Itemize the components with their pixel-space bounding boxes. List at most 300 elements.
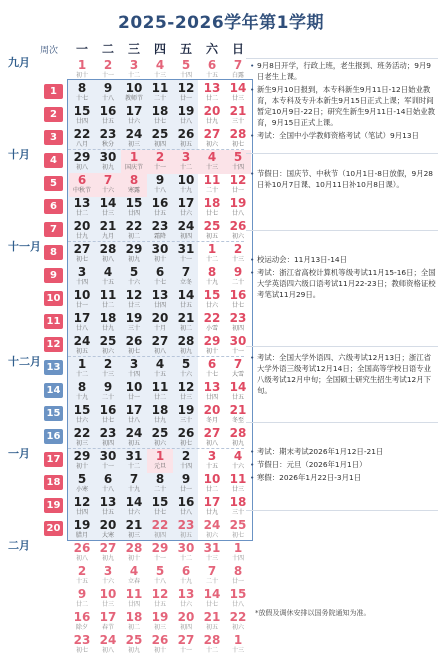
notes-divider (246, 346, 438, 347)
lunar-date: 中秋节 (72, 187, 91, 194)
day-number: 20 (151, 311, 169, 325)
day-cell (173, 334, 199, 358)
day-cell (225, 633, 251, 657)
week-number-badge: 5 (44, 176, 63, 191)
day-number: 10 (99, 587, 117, 601)
lunar-date: 廿一 (75, 302, 88, 309)
lunar-date: 初三 (127, 532, 140, 539)
lunar-date: 十四 (75, 279, 88, 286)
day-number: 9 (181, 472, 191, 486)
day-cell (121, 58, 147, 82)
day-number: 7 (207, 564, 217, 578)
day-cell (121, 150, 147, 174)
day-number: 30 (99, 449, 117, 463)
day-cell (95, 196, 121, 220)
day-number: 19 (177, 403, 195, 417)
day-cell (147, 104, 173, 128)
day-cell (225, 564, 251, 588)
day-number: 1 (129, 150, 139, 164)
day-number: 23 (151, 219, 169, 233)
week-row (0, 564, 442, 588)
note-item: • 9月8日开学，行政上班，老生报到、班务活动；9月9日老生上课。 (250, 60, 436, 82)
day-number: 5 (181, 58, 191, 72)
lunar-date: 二十 (153, 486, 166, 493)
day-cell (225, 610, 251, 634)
lunar-date: 廿一 (179, 95, 192, 102)
day-cell (95, 173, 121, 197)
lunar-date: 廿七 (205, 210, 218, 217)
day-cell (199, 426, 225, 450)
day-number: 11 (99, 288, 117, 302)
day-cell (95, 357, 121, 381)
month-separator (68, 540, 244, 541)
day-cell (69, 564, 95, 588)
day-number: 28 (203, 633, 221, 647)
week-row (0, 610, 442, 634)
day-number: 22 (229, 610, 247, 624)
day-number: 15 (203, 288, 221, 302)
day-cell (95, 449, 121, 473)
day-number: 14 (177, 288, 195, 302)
day-number: 12 (177, 380, 195, 394)
day-number: 23 (229, 311, 247, 325)
lunar-date: 初三 (153, 624, 166, 631)
day-cell (147, 449, 173, 473)
lunar-date: 廿四 (127, 601, 140, 608)
week-number-badge: 3 (44, 130, 63, 145)
lunar-date: 冬月 (205, 417, 218, 424)
day-number: 19 (177, 104, 195, 118)
day-cell (95, 380, 121, 404)
week-number-badge: 4 (44, 153, 63, 168)
day-cell (95, 334, 121, 358)
day-number: 18 (99, 311, 117, 325)
lunar-date: 初八 (101, 647, 114, 654)
week-number-badge: 10 (44, 291, 63, 306)
lunar-date: 廿七 (205, 601, 218, 608)
week-number-badge: 8 (44, 245, 63, 260)
day-cell (199, 173, 225, 197)
lunar-date: 十二 (205, 256, 218, 263)
lunar-date: 初四 (179, 624, 192, 631)
lunar-date: 十六 (101, 578, 114, 585)
day-cell (95, 610, 121, 634)
day-cell (173, 426, 199, 450)
day-number: 8 (77, 380, 87, 394)
day-number: 22 (203, 311, 221, 325)
day-number: 22 (73, 127, 91, 141)
lunar-date: 初七 (231, 532, 244, 539)
day-number: 16 (99, 104, 117, 118)
lunar-date: 廿七 (153, 118, 166, 125)
day-number: 23 (99, 426, 117, 440)
day-cell (199, 334, 225, 358)
day-number: 5 (155, 564, 165, 578)
day-cell (121, 288, 147, 312)
day-number: 15 (229, 587, 247, 601)
day-number: 4 (129, 564, 139, 578)
day-number: 10 (125, 81, 143, 95)
week-number-badge: 9 (44, 268, 63, 283)
day-cell (199, 242, 225, 266)
lunar-date: 十二 (127, 463, 140, 470)
day-cell (173, 472, 199, 496)
week-number-badge: 13 (44, 360, 63, 375)
day-number: 1 (77, 357, 87, 371)
month-label: 十月 (8, 148, 30, 161)
lunar-date: 初九 (127, 647, 140, 654)
day-number: 17 (177, 196, 195, 210)
lunar-date: 十月 (153, 325, 166, 332)
week-row (0, 541, 442, 565)
lunar-date: 十四 (127, 371, 140, 378)
lunar-date: 教师节 (124, 95, 143, 102)
day-number: 18 (151, 104, 169, 118)
day-cell (95, 472, 121, 496)
day-cell (147, 334, 173, 358)
day-cell (121, 564, 147, 588)
day-number: 27 (203, 426, 221, 440)
day-number: 6 (207, 58, 217, 72)
day-number: 10 (177, 173, 195, 187)
month-label: 十二月 (8, 355, 41, 368)
lunar-date: 霜降 (153, 233, 166, 240)
lunar-date: 廿五 (101, 509, 114, 516)
day-number: 25 (151, 127, 169, 141)
lunar-date: 初四 (153, 141, 166, 148)
day-cell (173, 196, 199, 220)
day-cell (199, 219, 225, 243)
day-cell (173, 127, 199, 151)
lunar-date: 大雪 (231, 371, 244, 378)
month-separator (68, 356, 244, 357)
day-number: 12 (73, 495, 91, 509)
day-number: 17 (125, 403, 143, 417)
day-cell (173, 311, 199, 335)
day-number: 3 (77, 265, 87, 279)
day-cell (69, 311, 95, 335)
day-cell (147, 196, 173, 220)
month-label: 二月 (8, 539, 30, 552)
lunar-date: 初四 (231, 325, 244, 332)
day-cell (95, 127, 121, 151)
day-cell (199, 495, 225, 519)
lunar-date: 初四 (101, 440, 114, 447)
day-number: 3 (129, 58, 139, 72)
day-cell (69, 610, 95, 634)
day-cell (225, 196, 251, 220)
day-cell (147, 633, 173, 657)
lunar-date: 十三 (205, 555, 218, 562)
day-number: 1 (233, 633, 243, 647)
day-number: 9 (103, 81, 113, 95)
day-cell (69, 403, 95, 427)
lunar-date: 十九 (205, 279, 218, 286)
day-number: 5 (181, 357, 191, 371)
day-number: 14 (125, 495, 143, 509)
week-number-badge: 14 (44, 383, 63, 398)
day-number: 8 (77, 81, 87, 95)
lunar-date: 十二 (179, 555, 192, 562)
lunar-date: 二十 (205, 187, 218, 194)
month-label: 一月 (8, 447, 30, 460)
lunar-date: 十三 (153, 72, 166, 79)
day-cell (121, 334, 147, 358)
day-cell (147, 173, 173, 197)
day-cell (173, 288, 199, 312)
day-cell (173, 564, 199, 588)
lunar-date: 十二 (75, 371, 88, 378)
day-cell (147, 219, 173, 243)
day-cell (173, 403, 199, 427)
day-cell (147, 242, 173, 266)
day-cell (225, 127, 251, 151)
lunar-date: 初五 (179, 141, 192, 148)
day-cell (199, 81, 225, 105)
day-number: 17 (125, 104, 143, 118)
day-number: 22 (73, 426, 91, 440)
lunar-date: 小寒 (75, 486, 88, 493)
day-number: 21 (125, 518, 143, 532)
day-cell (147, 380, 173, 404)
day-number: 5 (77, 472, 87, 486)
day-number: 20 (177, 610, 195, 624)
day-number: 31 (125, 449, 143, 463)
day-cell (69, 380, 95, 404)
notes-october (250, 168, 436, 192)
day-cell (121, 633, 147, 657)
day-number: 15 (73, 403, 91, 417)
lunar-date: 十一 (153, 555, 166, 562)
day-number: 13 (73, 196, 91, 210)
week-number-badge: 11 (44, 314, 63, 329)
day-number: 18 (203, 196, 221, 210)
notes-divider (246, 422, 438, 423)
day-number: 6 (103, 472, 113, 486)
day-number: 27 (203, 127, 221, 141)
lunar-date: 廿六 (179, 210, 192, 217)
lunar-date: 初六 (153, 440, 166, 447)
day-cell (147, 495, 173, 519)
day-number: 11 (151, 81, 169, 95)
lunar-date: 初十 (75, 463, 88, 470)
lunar-date: 八月 (75, 141, 88, 148)
day-cell (225, 587, 251, 611)
lunar-date: 初八 (75, 164, 88, 171)
lunar-date: 十一 (179, 647, 192, 654)
lunar-date: 初六 (231, 624, 244, 631)
day-cell (225, 541, 251, 565)
day-number: 18 (151, 403, 169, 417)
day-cell (95, 311, 121, 335)
week-row (0, 196, 442, 220)
day-number: 28 (177, 334, 195, 348)
day-cell (69, 357, 95, 381)
day-number: 24 (177, 219, 195, 233)
lunar-date: 初八 (153, 348, 166, 355)
lunar-date: 初九 (127, 256, 140, 263)
day-number: 30 (151, 242, 169, 256)
day-cell (121, 81, 147, 105)
day-cell (173, 541, 199, 565)
lunar-date: 廿二 (101, 302, 114, 309)
lunar-date: 廿八 (231, 601, 244, 608)
lunar-date: 十二 (127, 72, 140, 79)
day-cell (147, 81, 173, 105)
lunar-date: 十九 (75, 394, 88, 401)
lunar-date: 立春 (127, 578, 140, 585)
day-cell (173, 104, 199, 128)
day-cell (95, 81, 121, 105)
lunar-date: 初九 (101, 555, 114, 562)
day-cell (173, 633, 199, 657)
lunar-date: 十二 (205, 647, 218, 654)
day-cell (95, 564, 121, 588)
lunar-date: 初七 (75, 647, 88, 654)
day-number: 13 (203, 380, 221, 394)
day-number: 7 (233, 58, 243, 72)
day-cell (173, 58, 199, 82)
day-number: 13 (151, 288, 169, 302)
day-cell (95, 633, 121, 657)
lunar-date: 初五 (75, 348, 88, 355)
day-number: 25 (203, 219, 221, 233)
day-number: 17 (203, 495, 221, 509)
lunar-date: 初二 (127, 233, 140, 240)
day-number: 13 (177, 587, 195, 601)
week-number-badge: 19 (44, 498, 63, 513)
day-number: 9 (233, 265, 243, 279)
lunar-date: 廿四 (153, 302, 166, 309)
day-cell (69, 587, 95, 611)
lunar-date: 十三 (205, 164, 218, 171)
lunar-date: 立冬 (179, 279, 192, 286)
lunar-date: 十一 (101, 72, 114, 79)
lunar-date: 廿四 (75, 118, 88, 125)
day-number: 2 (103, 357, 113, 371)
day-number: 24 (99, 633, 117, 647)
day-cell (147, 150, 173, 174)
day-cell (147, 357, 173, 381)
day-number: 6 (181, 564, 191, 578)
day-cell (173, 449, 199, 473)
day-cell (147, 472, 173, 496)
day-number: 24 (203, 518, 221, 532)
week-row (0, 219, 442, 243)
lunar-date: 初五 (179, 532, 192, 539)
day-number: 7 (181, 265, 191, 279)
month-label: 九月 (8, 56, 30, 69)
lunar-date: 廿三 (101, 601, 114, 608)
day-number: 10 (73, 288, 91, 302)
week-row (0, 518, 442, 542)
day-number: 28 (229, 426, 247, 440)
day-cell (121, 472, 147, 496)
month-label: 十一月 (8, 240, 41, 253)
day-cell (225, 81, 251, 105)
day-number: 28 (229, 127, 247, 141)
weekday-fri: 五 (179, 42, 192, 56)
day-number: 30 (99, 150, 117, 164)
weekday-sun: 日 (231, 42, 244, 56)
day-number: 8 (207, 265, 217, 279)
day-number: 21 (177, 311, 195, 325)
day-number: 21 (229, 403, 247, 417)
lunar-date: 十四 (179, 72, 192, 79)
day-number: 20 (73, 219, 91, 233)
lunar-date: 二十 (231, 279, 244, 286)
day-cell (121, 104, 147, 128)
lunar-date: 廿六 (127, 118, 140, 125)
day-number: 6 (207, 357, 217, 371)
week-number-badge: 16 (44, 429, 63, 444)
day-cell (225, 104, 251, 128)
day-cell (69, 334, 95, 358)
week-row (0, 495, 442, 519)
day-cell (121, 587, 147, 611)
day-cell (147, 541, 173, 565)
day-number: 13 (99, 495, 117, 509)
lunar-date: 廿五 (101, 118, 114, 125)
day-number: 11 (125, 587, 143, 601)
day-cell (121, 380, 147, 404)
lunar-date: 十五 (153, 371, 166, 378)
day-cell (225, 219, 251, 243)
day-cell (199, 403, 225, 427)
lunar-date: 十四 (231, 164, 244, 171)
lunar-date: 初七 (231, 141, 244, 148)
lunar-date: 初六 (101, 348, 114, 355)
lunar-date: 廿一 (231, 578, 244, 585)
week-number-header: 周次 (40, 46, 59, 56)
lunar-date: 廿六 (75, 417, 88, 424)
lunar-date: 三十 (179, 417, 192, 424)
lunar-date: 十七 (205, 371, 218, 378)
day-number: 7 (103, 173, 113, 187)
lunar-date: 二十 (101, 394, 114, 401)
lunar-date: 廿四 (205, 394, 218, 401)
lunar-date: 廿八 (179, 118, 192, 125)
day-cell (173, 610, 199, 634)
lunar-date: 廿六 (205, 302, 218, 309)
day-cell (95, 541, 121, 565)
day-number: 13 (203, 81, 221, 95)
lunar-date: 廿七 (153, 509, 166, 516)
day-cell (69, 495, 95, 519)
day-number: 16 (229, 288, 247, 302)
lunar-date: 廿八 (127, 417, 140, 424)
weekday-tue: 二 (101, 42, 114, 56)
lunar-date: 小雪 (205, 325, 218, 332)
day-cell (121, 242, 147, 266)
day-cell (121, 127, 147, 151)
day-number: 26 (125, 334, 143, 348)
note-item: • 节假日：元旦（2026年1月1日） (250, 459, 436, 470)
week-number-badge: 12 (44, 337, 63, 352)
weekday-sat: 六 (205, 42, 218, 56)
day-number: 19 (73, 518, 91, 532)
lunar-date: 初五 (205, 624, 218, 631)
lunar-date: 廿五 (179, 302, 192, 309)
day-number: 12 (151, 587, 169, 601)
day-number: 26 (177, 426, 195, 440)
lunar-date: 二十 (205, 578, 218, 585)
lunar-date: 十四 (231, 555, 244, 562)
day-number: 3 (207, 449, 217, 463)
day-number: 25 (229, 518, 247, 532)
day-number: 12 (125, 288, 143, 302)
day-number: 21 (229, 104, 247, 118)
